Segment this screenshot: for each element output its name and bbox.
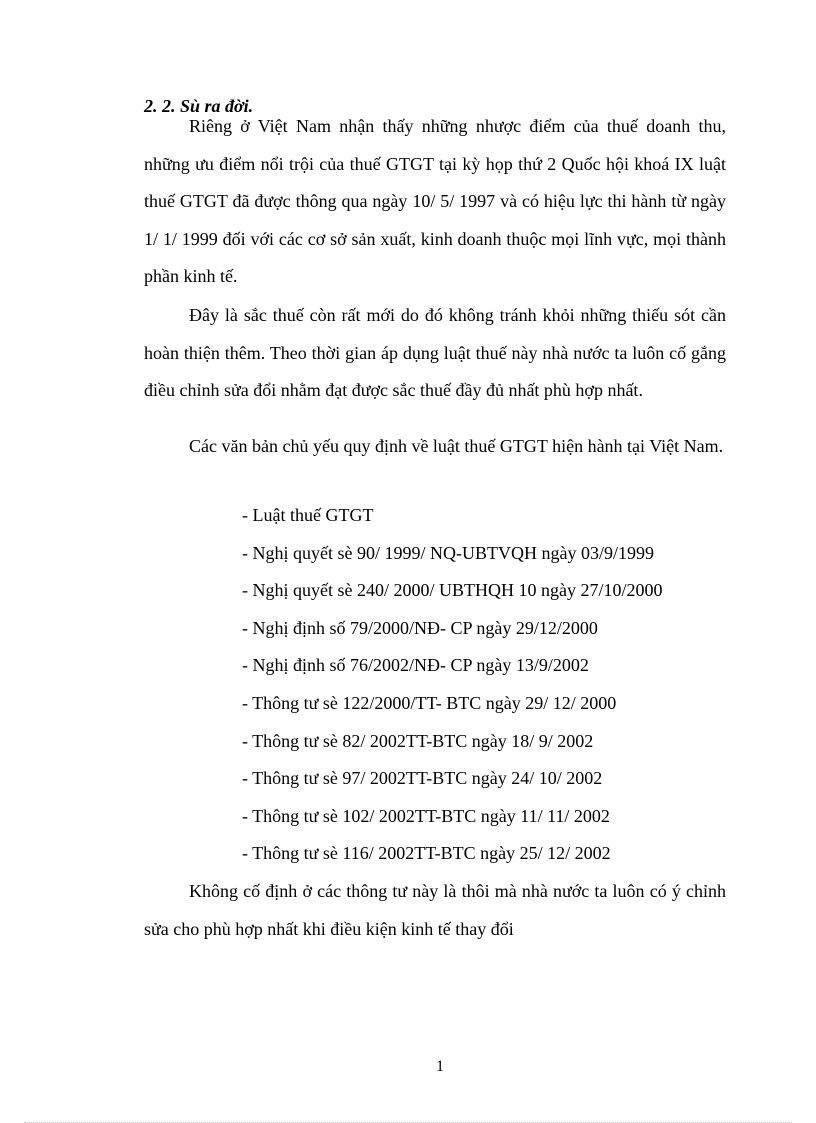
list-item: - Thông tư sè 82/ 2002TT-BTC ngày 18/ 9/ 2002: [242, 730, 594, 751]
list-item: - Thông tư sè 97/ 2002TT-BTC ngày 24/ 10/ 2002: [242, 768, 603, 789]
page-number: 1: [436, 1058, 444, 1075]
list-item: - Luật thuế GTGT: [242, 505, 374, 525]
list-item: - Thông tư sè 102/ 2002TT-BTC ngày 11/ 11/ 2002: [242, 805, 610, 826]
paragraph-origin: Riêng ở Việt Nam nhận thấy những nhược điểm của thuế doanh thu, những ưu điểm nổi trội của thuế GTGT tại kỳ họp thứ 2 Quốc hội khoá IX luật thuế GTGT đã được thông qua ngày 10/ 5/ 1997 và có hiệu lực thi hành từ ngày 1/ 1/ 1999 đối với các cơ sở sản xuất, kinh doanh thuộc mọi lĩnh vực, mọi thành phần kinh tế.: [144, 116, 726, 286]
paragraph-new-tax: Đây là sắc thuế còn rất mới do đó không tránh khỏi những thiếu sót cần hoàn thiện thêm. Theo thời gian áp dụng luật thuế này nhà nước ta luôn cố gắng điều chỉnh sửa đổi nhằm đạt được sắc thuế đầy đủ nhất phù hợp nhất.: [144, 305, 726, 400]
paragraph-closing: Không cố định ở các thông tư này là thôi mà nhà nước ta luôn có ý chỉnh sửa cho phù hợp nhất khi điều kiện kinh tế thay đổi: [144, 881, 726, 939]
list-item: - Nghị quyết sè 90/ 1999/ NQ-UBTVQH ngày 03/9/1999: [242, 542, 654, 563]
list-item: - Nghị định số 79/2000/NĐ- CP ngày 29/12/2000: [242, 617, 598, 638]
list-item: - Thông tư sè 116/ 2002TT-BTC ngày 25/ 12/ 2002: [242, 843, 611, 864]
list-item: - Thông tư sè 122/2000/TT- BTC ngày 29/ 12/ 2000: [242, 692, 617, 713]
paragraph-documents-intro: Các văn bản chủ yếu quy định về luật thuế GTGT hiện hành tại Việt Nam.: [189, 436, 724, 456]
list-item: - Nghị quyết sè 240/ 2000/ UBTHQH 10 ngày 27/10/2000: [242, 580, 663, 601]
list-item: - Nghị định số 76/2002/NĐ- CP ngày 13/9/2002: [242, 655, 589, 676]
legal-documents-list: [242, 497, 662, 873]
section-heading: 2. 2. Sù ra đời.: [144, 96, 254, 116]
